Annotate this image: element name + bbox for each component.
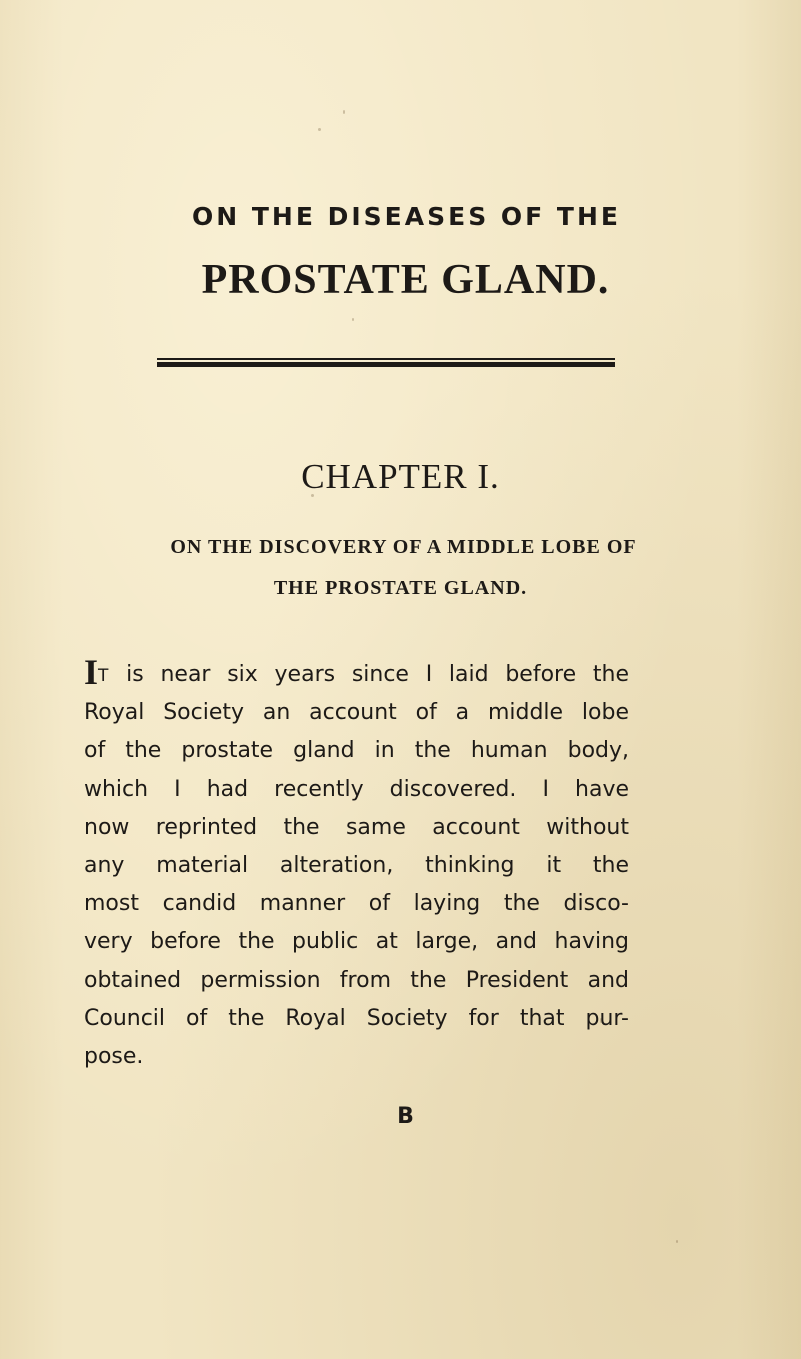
body-line: obtained permission from the President and [84, 967, 629, 993]
body-line: which I had recently discovered. I have [84, 776, 629, 802]
body-line: any material alteration, thinking it the [84, 852, 629, 878]
body-paragraph [84, 652, 629, 1076]
body-line [84, 652, 629, 694]
body-line: of the prostate gland in the human body, [84, 738, 629, 764]
divider-thick-line [157, 362, 615, 367]
paper-speck [318, 128, 321, 131]
page-title: PROSTATE GLAND. [201, 257, 610, 303]
body-line: Royal Society an account of a middle lobe [84, 700, 629, 726]
chapter-heading: CHAPTER I. [301, 457, 500, 496]
body-line-text: is near six years since I laid before the [109, 662, 629, 687]
paper-speck [343, 110, 345, 114]
body-line: very before the public at large, and having [84, 929, 629, 955]
body-line: now reprinted the same account without [84, 814, 629, 840]
series-title: ON THE DISEASES OF THE [191, 202, 621, 231]
chapter-subtitle-line-1: ON THE DISCOVERY OF A MIDDLE LOBE OF [170, 536, 637, 558]
chapter-subtitle-line-2: THE PROSTATE GLAND. [273, 577, 528, 599]
drop-cap: I [84, 652, 99, 692]
body-line: most candid manner of laying the disco- [84, 891, 629, 917]
body-line: Council of the Royal Society for that pur- [84, 1005, 629, 1031]
title-divider [157, 358, 615, 368]
body-line-last: pose. [84, 1043, 144, 1069]
paper-speck [352, 318, 354, 321]
signature-mark: B [397, 1104, 414, 1129]
paper-speck [676, 1240, 678, 1243]
divider-thin-line [157, 358, 615, 360]
first-word-rest: T [98, 666, 110, 686]
